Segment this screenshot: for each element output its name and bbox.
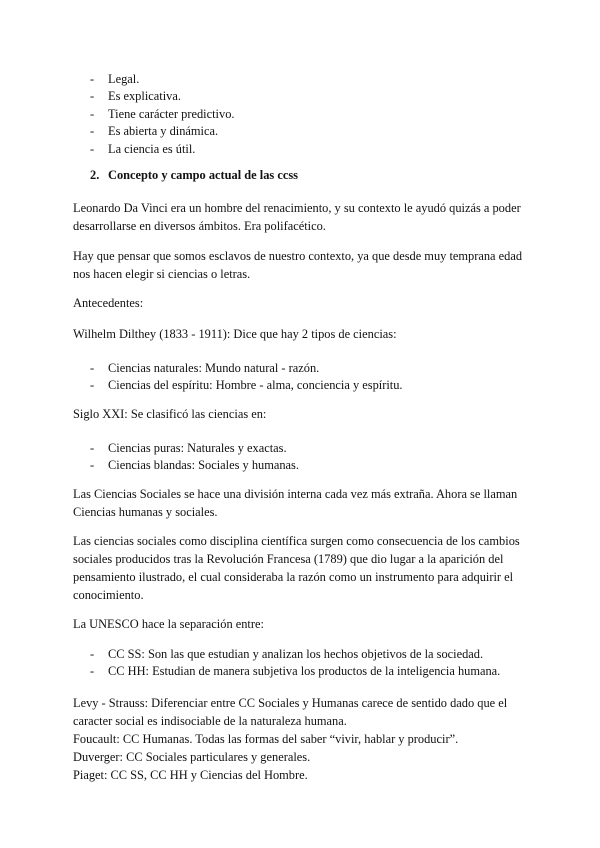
paragraph-context: Hay que pensar que somos esclavos de nuestro contexto, ya que desde muy temprana edad nos hacen elegir si ciencias o letras. bbox=[73, 249, 523, 281]
list-item: - Ciencias puras: Naturales y exactas. bbox=[90, 441, 287, 455]
paragraph-unesco: La UNESCO hace la separación entre: bbox=[73, 617, 264, 631]
siglo-list bbox=[90, 439, 530, 474]
paragraph-davinci: Leonardo Da Vinci era un hombre del renacimiento, y su contexto le ayudó quizás a poder desarrollarse en diversos ámbitos. Era polifacético. bbox=[73, 201, 521, 233]
list-item: - Tiene carácter predictivo. bbox=[90, 106, 235, 121]
paragraph-dilthey: Wilhelm Dilthey (1833 - 1911): Dice que hay 2 tipos de ciencias: bbox=[73, 327, 397, 341]
list-item: - Ciencias del espíritu: Hombre - alma, conciencia y espíritu. bbox=[90, 378, 403, 393]
list-item: - CC HH: Estudian de manera subjetiva los productos de la inteligencia humana. bbox=[90, 664, 501, 679]
dilthey-list bbox=[90, 359, 530, 394]
list-item: - Es explicativa. bbox=[90, 89, 181, 104]
unesco-list bbox=[90, 645, 530, 680]
list-item: - Ciencias naturales: Mundo natural - razón. bbox=[90, 361, 320, 375]
paragraph-revolucion: Las ciencias sociales como disciplina científica surgen como consecuencia de los cambios sociales producidos tras la Revolución Francesa (1789) que dio lugar a la aparición del pensamiento ilustrado, el cual consideraba la razón como un instrumento para adquirir el conocimiento. bbox=[73, 534, 520, 602]
list-item: - Legal. bbox=[90, 72, 140, 86]
paragraph-authors: Levy - Strauss: Diferenciar entre CC Sociales y Humanas carece de sentido dado que el caracter social es indisociable de la naturaleza humana. Foucault: CC Humanas. Todas las formas del saber “vivir, hablar y producir”. Duverger: CC Sociales particulares y generales. Piaget: CC SS, CC HH y Ciencias del Hombre. bbox=[73, 696, 508, 782]
section-heading: 2. Concepto y campo actual de las ccss bbox=[90, 168, 298, 182]
paragraph-siglo: Siglo XXI: Se clasificó las ciencias en: bbox=[73, 407, 267, 421]
paragraph-division: Las Ciencias Sociales se hace una división interna cada vez más extraña. Ahora se llaman Ciencias humanas y sociales. bbox=[73, 487, 518, 519]
list-item: - La ciencia es útil. bbox=[90, 141, 196, 156]
list-item: - Ciencias blandas: Sociales y humanas. bbox=[90, 458, 299, 473]
characteristics-list bbox=[90, 70, 530, 157]
list-item: - CC SS: Son las que estudian y analizan los hechos objetivos de la sociedad. bbox=[90, 647, 484, 661]
paragraph-antecedentes: Antecedentes: bbox=[73, 296, 144, 310]
list-item: - Es abierta y dinámica. bbox=[90, 124, 219, 139]
